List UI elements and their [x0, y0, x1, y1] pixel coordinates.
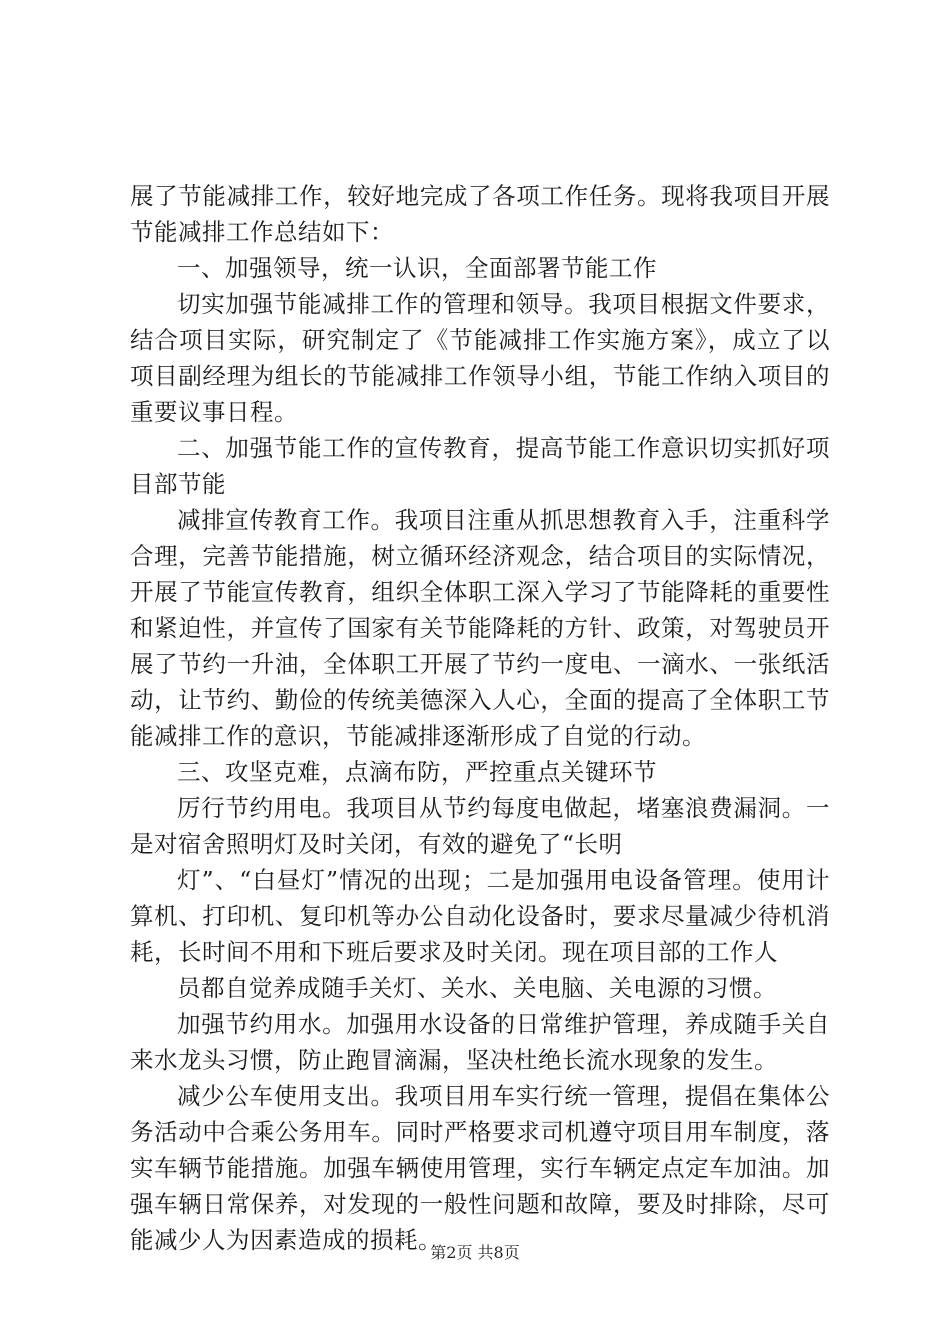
- page-number: 第2页 共8页: [430, 1243, 520, 1262]
- paragraph-habits: 员都自觉养成随手关灯、关水、关电脑、关电源的习惯。: [177, 974, 777, 1002]
- paragraph-electricity: 厉行节约用电。我项目从节约每度电做起，堵塞浪费漏洞。一是对宿舍照明灯及时关闭，有效的避免了“长明: [130, 794, 830, 858]
- paragraph-publicity: 减排宣传教育工作。我项目注重从抓思想教育入手，注重科学合理，完善节能措施，树立循环经济观念，结合项目的实际情况，开展了节能宣传教育，组织全体职工深入学习了节能降耗的重要性和紧迫性，并宣传了国家有关节能降耗的方针、政策，对驾驶员开展了节约一升油，全体职工开展了节约一度电、一滴水、一张纸活动，让节约、勤俭的传统美德深入人心，全面的提高了全体职工节能减排工作的意识，节能减排逐渐形成了自觉的行动。: [130, 506, 830, 750]
- page-footer: [0, 1240, 950, 1263]
- paragraph-intro-continuation: 展了节能减排工作，较好地完成了各项工作任务。现将我项目开展节能减排工作总结如下：: [130, 182, 830, 246]
- section-heading-3: 三、攻坚克难，点滴布防，严控重点关键环节: [177, 758, 657, 786]
- paragraph-water: 加强节约用水。加强用水设备的日常维护管理，养成随手关自来水龙头习惯，防止跑冒滴漏，坚决杜绝长流水现象的发生。: [130, 1010, 830, 1074]
- paragraph-vehicles: 减少公车使用支出。我项目用车实行统一管理，提倡在集体公务活动中合乘公务用车。同时严格要求司机遵守项目用车制度，落实车辆节能措施。加强车辆使用管理，实行车辆定点定车加油。加强车辆日常保养，对发现的一般性问题和故障，要及时排除，尽可能减少人为因素造成的损耗。: [130, 1082, 830, 1254]
- paragraph-leadership: 切实加强节能减排工作的管理和领导。我项目根据文件要求，结合项目实际，研究制定了《节能减排工作实施方案》，成立了以项目副经理为组长的节能减排工作领导小组，节能工作纳入项目的重要议事日程。: [130, 290, 830, 426]
- section-heading-2: 二、加强节能工作的宣传教育，提高节能工作意识切实抓好项目部节能: [130, 434, 830, 498]
- document-body: [130, 178, 830, 1258]
- section-heading-1: 一、加强领导，统一认识，全面部署节能工作: [177, 254, 657, 282]
- paragraph-electricity-cont: 灯”、“白昼灯”情况的出现；二是加强用电设备管理。使用计算机、打印机、复印机等办公自动化设备时，要求尽量减少待机消耗，长时间不用和下班后要求及时关闭。现在项目部的工作人: [130, 866, 830, 966]
